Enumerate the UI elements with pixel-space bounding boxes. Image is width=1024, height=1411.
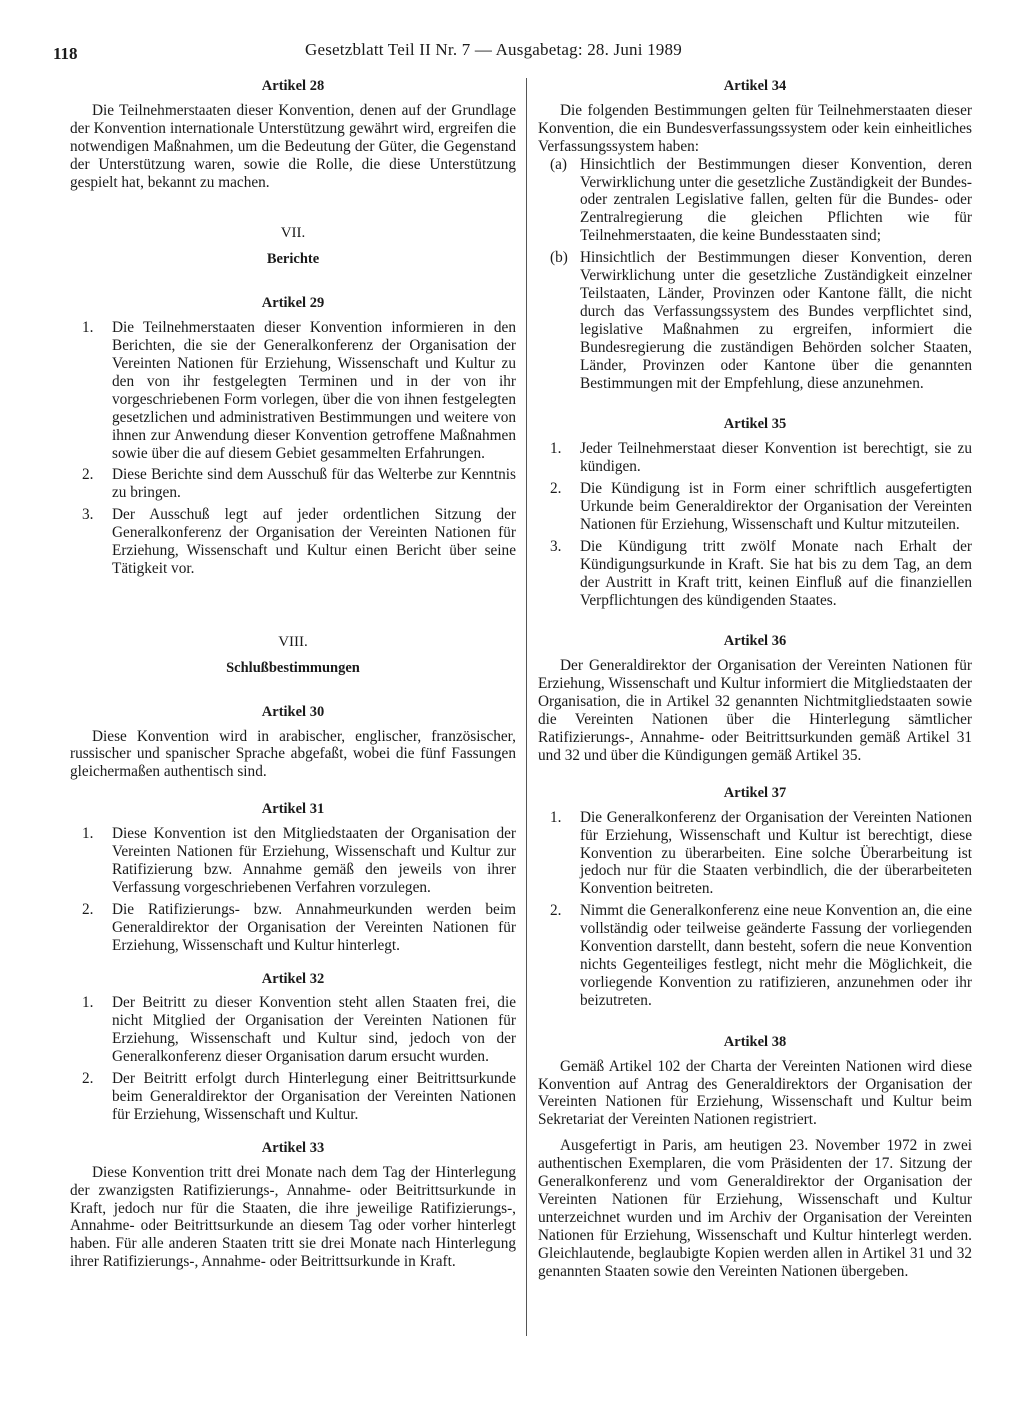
- article-36-title: Artikel 36: [723, 633, 787, 650]
- item-text: Hinsichtlich der Bestimmungen dieser Konvention, deren Verwirklichung unter die gesetzliche Zuständigkeit einzelner Teilstaaten, Länder, Provinzen oder Kantone fällt, die nicht durch das Verfassungssystem des Bundes verpflichtet sind, legislative Maßnahmen zu ergreifen, informiert die Bundesregierung die zuständigen Behörden solcher Staaten, Länder, Provinzen oder Kantone über die genannten Bestimmungen mit der Empfehlung, diese anzunehmen.: [580, 249, 972, 392]
- article-35-title: Artikel 35: [723, 416, 787, 433]
- closing-text: Ausgefertigt in Paris, am heutigen 23. November 1972 in zwei authentischen Exemplaren, die vom Präsidenten der 17. Sitzung der Generalkonferenz und vom Generaldirektor der Organisation der Vereinten Nationen für Erziehung, Wissenschaft und Kultur unterzeichnet wurden und im Archiv der Organisation der Vereinten Nationen für Erziehung, Wissenschaft und Kultur hinterlegt werden. Gleichlautende, beglaubigte Kopien werden allen in Artikel 31 und 32 genannten Staaten sowie den Vereinten Nationen übergeben.: [538, 1137, 972, 1280]
- article-38-title: Artikel 38: [723, 1033, 787, 1050]
- item-number: 2.: [82, 1070, 94, 1088]
- list-item: [70, 319, 516, 462]
- running-head: Gesetzblatt Teil II Nr. 7 — Ausgabetag: 28. Juni 1989: [305, 40, 682, 59]
- article-37-title: Artikel 37: [723, 784, 787, 801]
- list-item: [70, 506, 516, 578]
- article-30-text: Diese Konvention wird in arabischer, englischer, französischer, russischer und spanischer Sprache abgefaßt, wobei die fünf Fassungen gleichermaßen authentisch sind.: [70, 727, 516, 781]
- article-32-title: Artikel 32: [261, 970, 325, 987]
- list-item: [70, 994, 516, 1066]
- left-column: [70, 78, 516, 1271]
- article-31-title: Artikel 31: [261, 801, 325, 818]
- list-item: [538, 480, 972, 534]
- section-7-number: VII.: [280, 225, 306, 242]
- list-item: [538, 538, 972, 610]
- section-7-title: Berichte: [266, 251, 320, 268]
- item-number: 1.: [82, 994, 94, 1012]
- item-text: Die Kündigung ist in Form einer schriftlich ausgefertigten Urkunde beim Generaldirektor der Organisation der Vereinten Nationen für Erziehung, Wissenschaft und Kultur mitzuteilen.: [580, 480, 972, 533]
- item-number: 2.: [82, 900, 94, 918]
- list-item: [538, 902, 972, 1009]
- section-8-title: Schlußbestimmungen: [226, 659, 360, 676]
- item-text: Der Ausschuß legt auf jeder ordentlichen Sitzung der Generalkonferenz der Organisation der Vereinten Nationen für Erziehung, Wissenschaft und Kultur einen Bericht über seine Tätigkeit vor.: [112, 506, 516, 577]
- list-item: [538, 156, 972, 246]
- item-number: 2.: [82, 466, 94, 484]
- item-text: Die Kündigung tritt zwölf Monate nach Erhalt der Kündigungsurkunde in Kraft. Sie hat bis zu dem Tag, an dem der Austritt in Kraft tritt, keinen Einfluß auf die finanziellen Verpflichtungen des kündigenden Staates.: [580, 537, 972, 609]
- item-number: 3.: [550, 537, 562, 555]
- item-text: Der Beitritt zu dieser Konvention steht allen Staaten frei, die nicht Mitglied der Organisation der Vereinten Nationen für Erziehung, Wissenschaft und Kultur sind, jedoch von der Generalkonferenz dieser Organisation darum ersucht wurden.: [112, 994, 516, 1066]
- list-item: [70, 825, 516, 897]
- article-34-title: Artikel 34: [723, 78, 787, 94]
- item-text: Jeder Teilnehmerstaat dieser Konvention ist berechtigt, sie zu kündigen.: [580, 440, 972, 476]
- column-divider: [526, 78, 527, 1336]
- article-33-title: Artikel 33: [261, 1139, 325, 1156]
- list-item: [538, 440, 972, 476]
- article-36-text: Der Generaldirektor der Organisation der Vereinten Nationen für Erziehung, Wissenschaft und Kultur informiert die Mitgliedstaaten der Organisation, die in Artikel 32 genannten Nichtmitgliedstaaten sowie die Vereinten Nationen über die Hinterlegung sämtlicher Ratifizierungs-, Annahme- oder Beitrittsurkunden gemäß Artikel 31 und 32 und über die Kündigungen gemäß Artikel 35.: [538, 657, 972, 764]
- item-text: Die Ratifizierungs- bzw. Annahmeurkunden werden beim Generaldirektor der Organisation der Vereinten Nationen für Erziehung, Wissenschaft und Kultur hinterlegt.: [112, 900, 516, 954]
- item-number: 1.: [550, 440, 562, 458]
- list-item: [538, 249, 972, 392]
- item-text: Die Teilnehmerstaaten dieser Konvention informieren in den Berichten, die sie der Generalkonferenz der Organisation der Vereinten Nationen für Erziehung, Wissenschaft und Kultur zu den von ihr festgelegten Terminen und in der von ihr vorgeschriebenen Form vorlegen, über die von ihnen festgelegten gesetzlichen und administrativen Bestimmungen und weitere von ihnen zur Anwendung dieser Konvention getroffene Maßnahmen sowie über die auf diesem Gebiet gesammelten Erfahrungen.: [112, 319, 516, 462]
- article-28-title: Artikel 28: [261, 78, 325, 94]
- item-text: Hinsichtlich der Bestimmungen dieser Konvention, deren Verwirklichung unter die gesetzliche Zuständigkeit der Bundes- oder zentralen Legislative fallen, gelten für die Bundes- oder Zentralregierung die gleichen Pflichten wie für Teilnehmerstaaten, die keine Bundesstaaten sind;: [580, 155, 972, 245]
- article-30-title: Artikel 30: [261, 703, 325, 720]
- item-number: 3.: [82, 506, 94, 524]
- item-text: Diese Konvention ist den Mitgliedstaaten der Organisation der Vereinten Nationen für Erziehung, Wissenschaft und Kultur zur Ratifizierung bzw. Annahme gemäß den jeweils von ihrer Verfassung vorgeschriebenen Verfahren vorzulegen.: [112, 825, 516, 896]
- article-28-text: Die Teilnehmerstaaten dieser Konvention, denen auf der Grundlage der Konvention internationale Unterstützung gewährt wird, ergreifen die notwendigen Maßnahmen, um die Bedeutung der Güter, die Gegenstand der Unterstützung waren, sowie die Rolle, die diese Unterstützung gespielt hat, bekannt zu machen.: [70, 101, 516, 191]
- article-29-title: Artikel 29: [261, 295, 325, 312]
- article-38-text: Gemäß Artikel 102 der Charta der Vereinten Nationen wird diese Konvention auf Antrag des Generaldirektors der Organisation der Vereinten Nationen für Erziehung, Wissenschaft und Kultur beim Sekretariat der Vereinten Nationen registriert.: [538, 1057, 972, 1129]
- right-column: [538, 78, 972, 1280]
- article-34-intro: Die folgenden Bestimmungen gelten für Teilnehmerstaaten dieser Konvention, die ein Bundesverfassungssystem oder kein einheitliches Verfassungssystem haben:: [538, 101, 972, 155]
- item-number: 1.: [82, 825, 94, 843]
- item-text: Diese Berichte sind dem Ausschuß für das Welterbe zur Kenntnis zu bringen.: [112, 466, 516, 502]
- list-item: [70, 1070, 516, 1124]
- item-text: Die Generalkonferenz der Organisation der Vereinten Nationen für Erziehung, Wissenschaft und Kultur ist berechtigt, diese Konvention zu überarbeiten. Eine solche Überarbeitung ist jedoch nur für die Staaten verbindlich, die der überarbeiteten Konvention beitreten.: [580, 808, 972, 898]
- page-number: 118: [53, 44, 78, 63]
- article-33-text: Diese Konvention tritt drei Monate nach dem Tag der Hinterlegung der zwanzigsten Ratifizierungs-, Annahme- oder Beitrittsurkunde in Kraft, jedoch nur für die Staaten, die ihre jeweilige Ratifizierungs-, Annahme- oder Beitrittsurkunde an diesem Tag oder vorher hinterlegt haben. Für alle anderen Staaten tritt sie drei Monate nach Hinterlegung ihrer Ratifizierungs-, Annahme- oder Beitrittsurkunde in Kraft.: [70, 1163, 516, 1271]
- list-item: [538, 809, 972, 899]
- section-8-number: VIII.: [278, 633, 308, 650]
- item-text: Der Beitritt erfolgt durch Hinterlegung einer Beitrittsurkunde beim Generaldirektor der Organisation der Vereinten Nationen für Erziehung, Wissenschaft und Kultur.: [112, 1070, 516, 1123]
- item-text: Nimmt die Generalkonferenz eine neue Konvention an, die eine vollständig oder teilweise geänderte Fassung der vorliegenden Konvention darstellt, dann besteht, sofern die neue Konvention nichts Gegenteiliges festlegt, nicht mehr die Möglichkeit, die vorliegende Konvention zu ratifizieren, anzunehmen oder ihr beizutreten.: [580, 902, 972, 1009]
- list-item: [70, 901, 516, 955]
- item-number: 1.: [82, 319, 94, 337]
- item-number: 1.: [550, 808, 562, 826]
- list-item: [70, 466, 516, 502]
- item-number: (b): [550, 249, 568, 267]
- item-number: (a): [550, 155, 567, 173]
- item-number: 2.: [550, 902, 562, 920]
- item-number: 2.: [550, 480, 562, 498]
